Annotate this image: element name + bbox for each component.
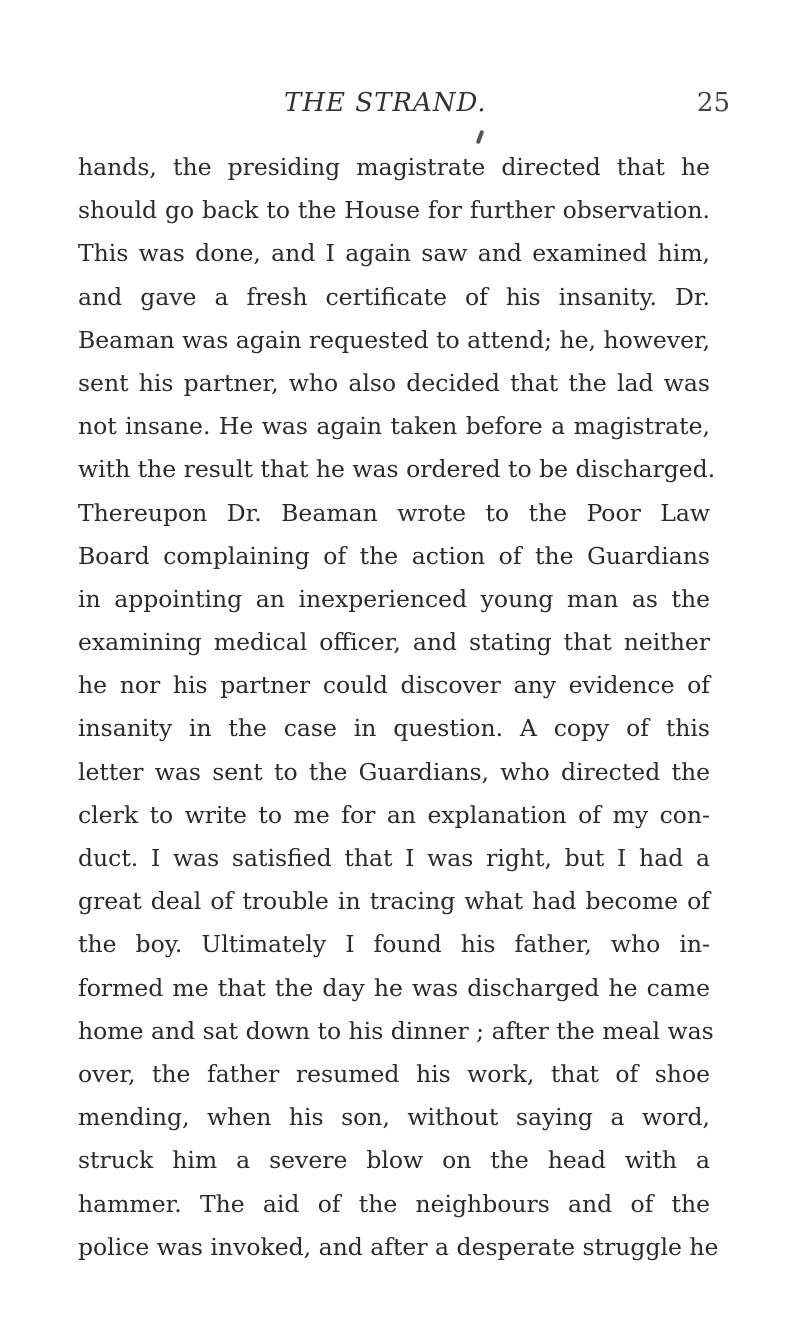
text-line: great deal of trouble in tracing what had become of [78,887,710,916]
text-line: home and sat down to his dinner ; after the meal was [78,1016,714,1045]
text-line: should go back to the House for further observation. [78,196,710,225]
body-text [78,146,719,1269]
text-line: over, the father resumed his work, that of shoe [78,1059,710,1088]
text-line: duct. I was satisfied that I was right, but I had a [78,844,710,872]
text-line: not insane. He was again taken before a magistrate, [78,412,710,441]
text-line: hammer. The aid of the neighbours and of the [78,1189,710,1218]
running-head [250,88,730,128]
ink-speck [476,130,485,145]
page-number: 25 [696,88,730,118]
text-line: mending, when his son, without saying a word, [78,1103,710,1132]
text-line: Thereupon Dr. Beaman wrote to the Poor Law [78,498,710,527]
text-line: formed me that the day he was discharged he came [78,973,710,1002]
text-line: he nor his partner could discover any evidence of [78,671,710,700]
text-line: and gave a fresh certificate of his insanity. Dr. [78,282,710,311]
text-line: hands, the presiding magistrate directed that he [78,153,710,181]
text-line: with the result that he was ordered to be discharged. [78,455,716,484]
text-line: in appointing an inexperienced young man as the [78,584,710,613]
text-line: clerk to write to me for an explanation of my con- [78,800,710,829]
running-title: THE STRAND. [284,88,487,118]
text-line: struck him a severe blow on the head with a [78,1146,710,1175]
text-line: insanity in the case in question. A copy of this [78,714,710,743]
text-line: This was done, and I again saw and examined him, [78,239,710,268]
text-line: Beaman was again requested to attend; he, however, [78,325,711,354]
text-line: letter was sent to the Guardians, who directed the [78,757,710,786]
text-line: the boy. Ultimately I found his father, who in- [78,930,710,959]
text-line: sent his partner, who also decided that the lad was [78,368,710,397]
text-line: police was invoked, and after a desperate struggle he [78,1232,719,1261]
text-line: examining medical officer, and stating that neither [78,628,710,657]
text-line: Board complaining of the action of the Guardians [78,541,710,570]
